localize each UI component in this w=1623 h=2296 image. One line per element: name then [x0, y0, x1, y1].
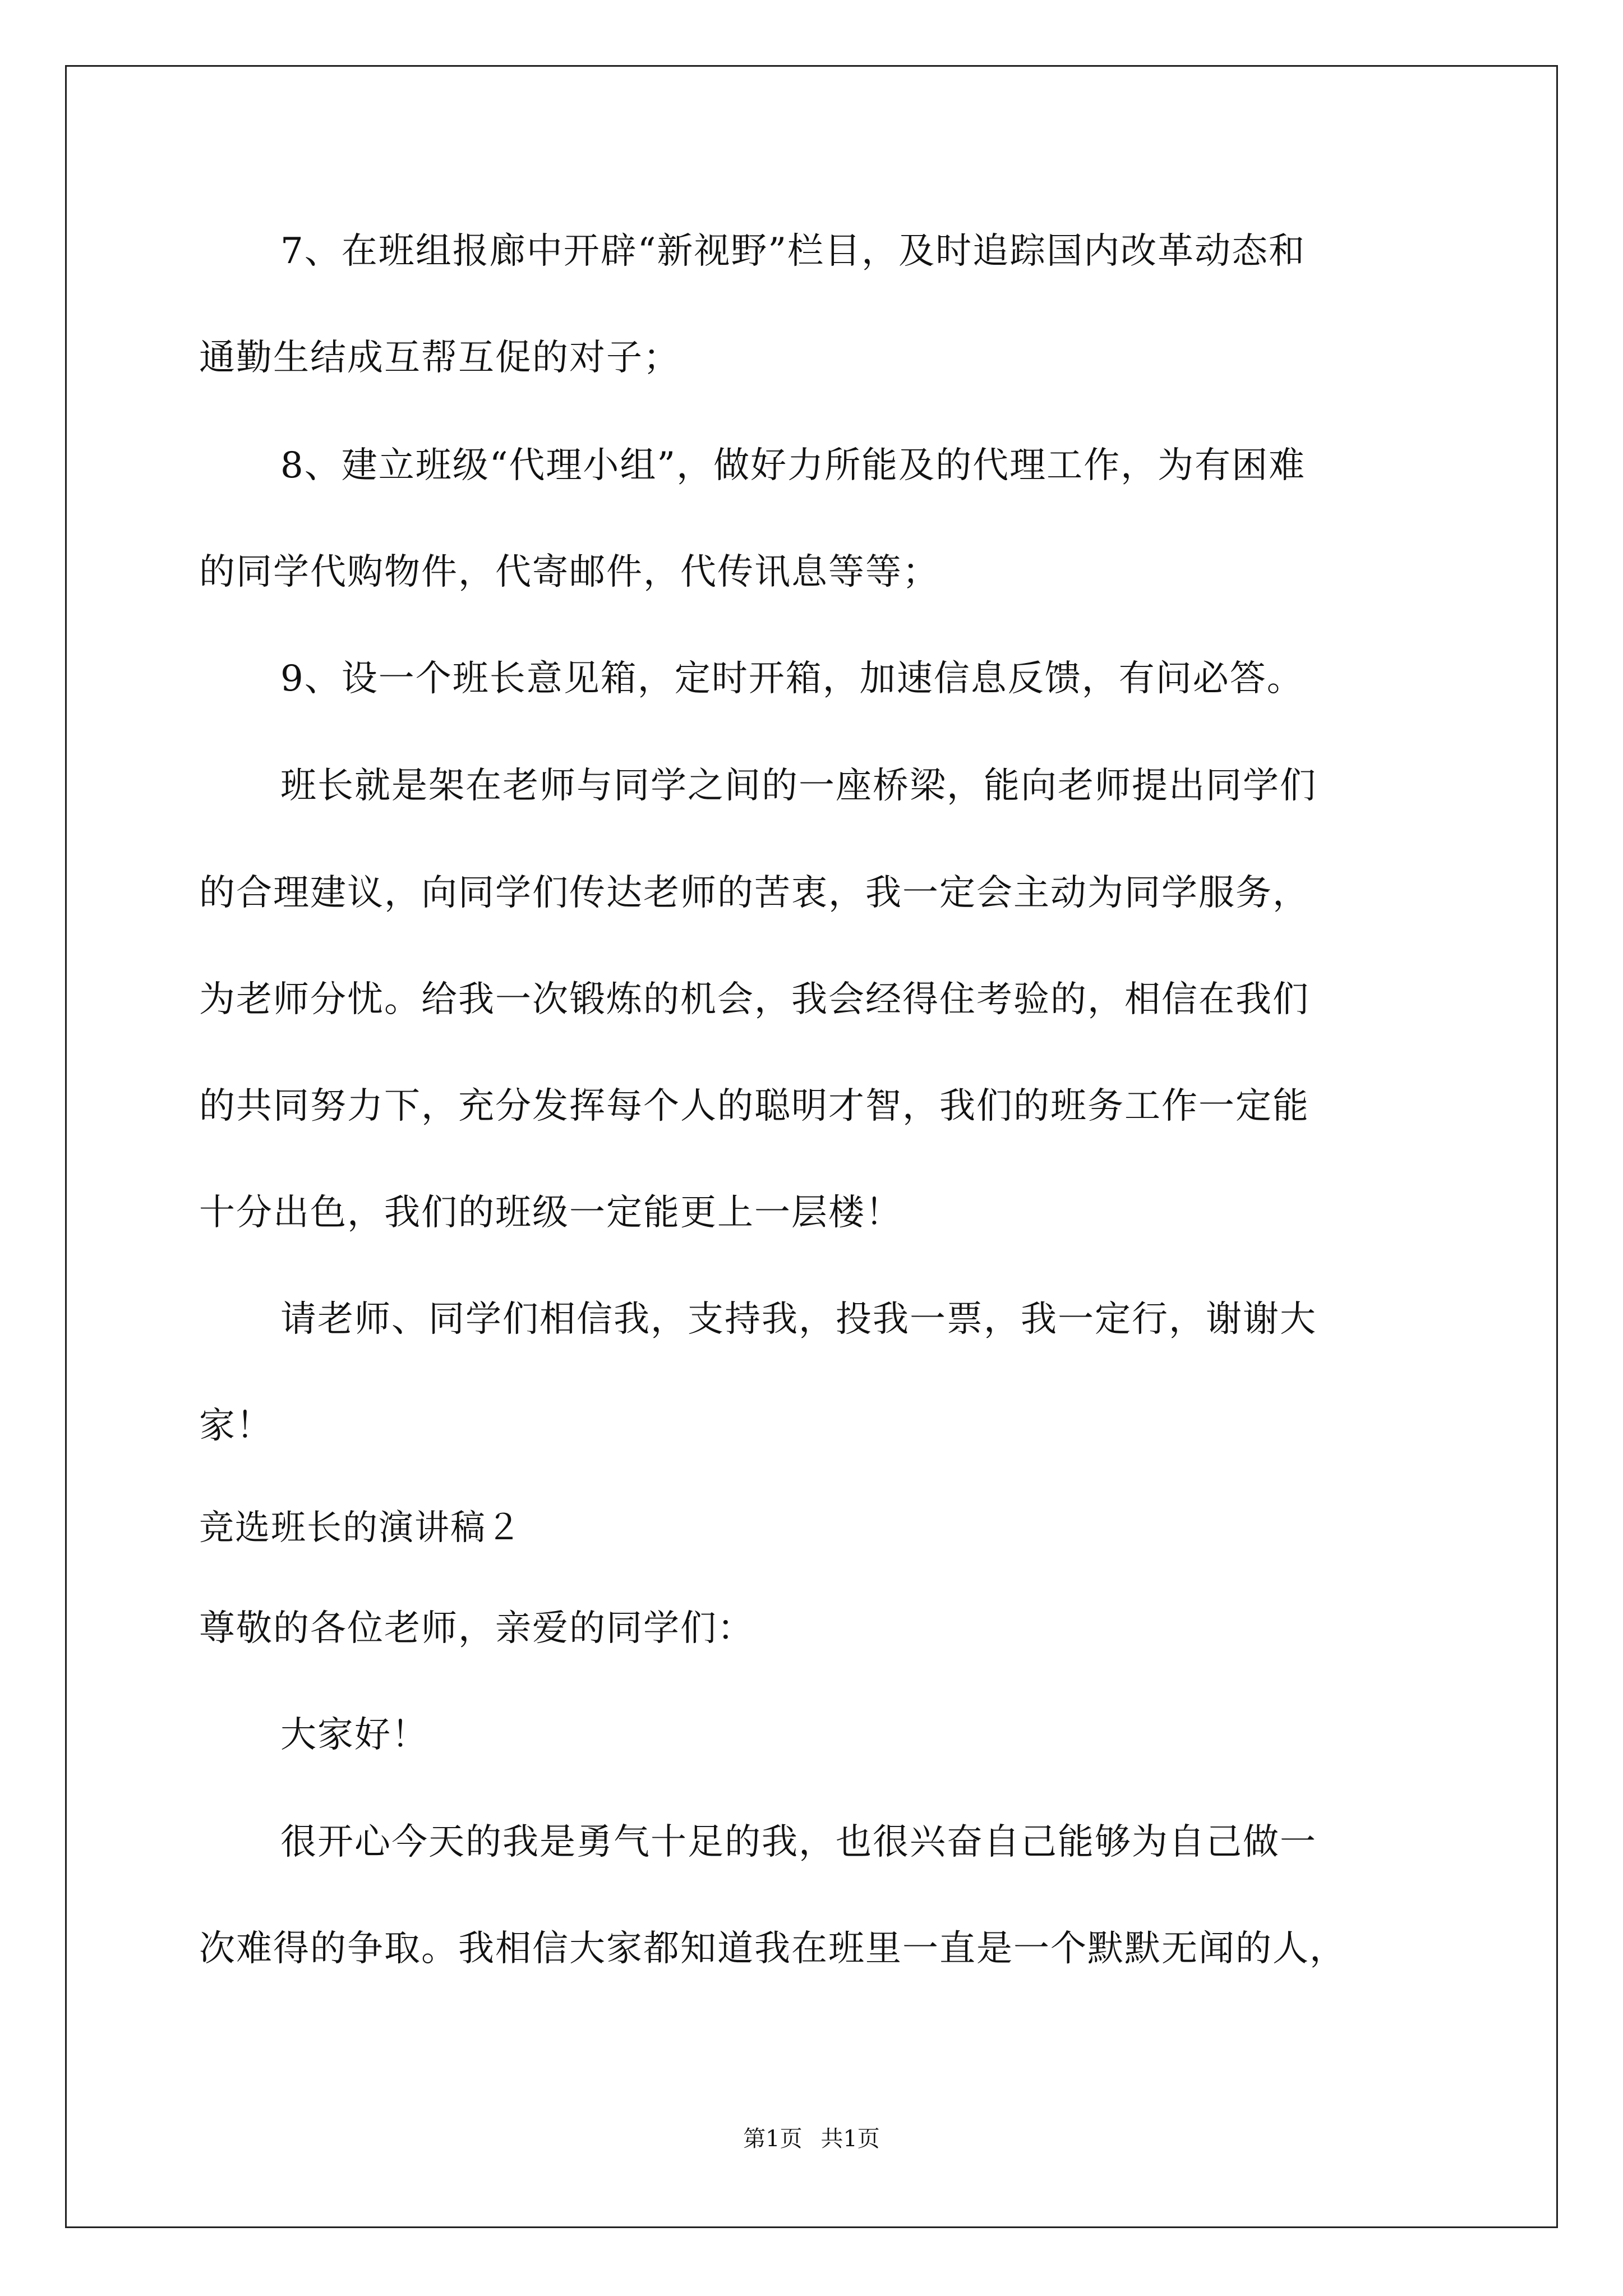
greeting: 大家好！ [280, 1714, 428, 1756]
paragraph-line: 请老师、同学们相信我，支持我，投我一票，我一定行，谢谢大 [280, 1299, 1317, 1340]
paragraph-line: 十分出色，我们的班级一定能更上一层楼！ [199, 1192, 902, 1234]
page-number: 第1页 [743, 2126, 803, 2152]
page-border [65, 65, 1558, 2228]
paragraph-line: 次难得的争取。我相信大家都知道我在班里一直是一个默默无闻的人， [199, 1928, 1347, 1970]
paragraph-line: 8、建立班级“代理小组”，做好力所能及的代理工作，为有困难 [280, 445, 1306, 486]
paragraph-line: 9、设一个班长意见箱，定时开箱，加速信息反馈，有问必答。 [280, 658, 1304, 700]
section-heading: 竞选班长的演讲稿２ [199, 1507, 523, 1548]
paragraph-line: 7、在班组报廊中开辟“新视野”栏目，及时追踪国内改革动态和 [280, 231, 1306, 272]
paragraph-line: 为老师分忧。给我一次锻炼的机会，我会经得住考验的，相信在我们 [199, 979, 1310, 1020]
paragraph-line: 的合理建议，向同学们传达老师的苦衷，我一定会主动为同学服务， [199, 872, 1310, 914]
paragraph-line: 通勤生结成互帮互促的对子； [199, 337, 680, 379]
paragraph-line: 班长就是架在老师与同学之间的一座桥梁，能向老师提出同学们 [280, 765, 1317, 807]
paragraph-line: 的同学代购物件，代寄邮件，代传讯息等等； [199, 551, 939, 593]
paragraph-line: 的共同努力下，充分发挥每个人的聪明才智，我们的班务工作一定能 [199, 1085, 1310, 1127]
page-total: 共1页 [820, 2126, 880, 2152]
salutation: 尊敬的各位老师，亲爱的同学们： [199, 1608, 754, 1649]
paragraph-line: 家！ [199, 1405, 273, 1447]
page-footer [0, 2125, 1623, 2153]
paragraph-line: 很开心今天的我是勇气十足的我，也很兴奋自己能够为自己做一 [280, 1821, 1317, 1863]
